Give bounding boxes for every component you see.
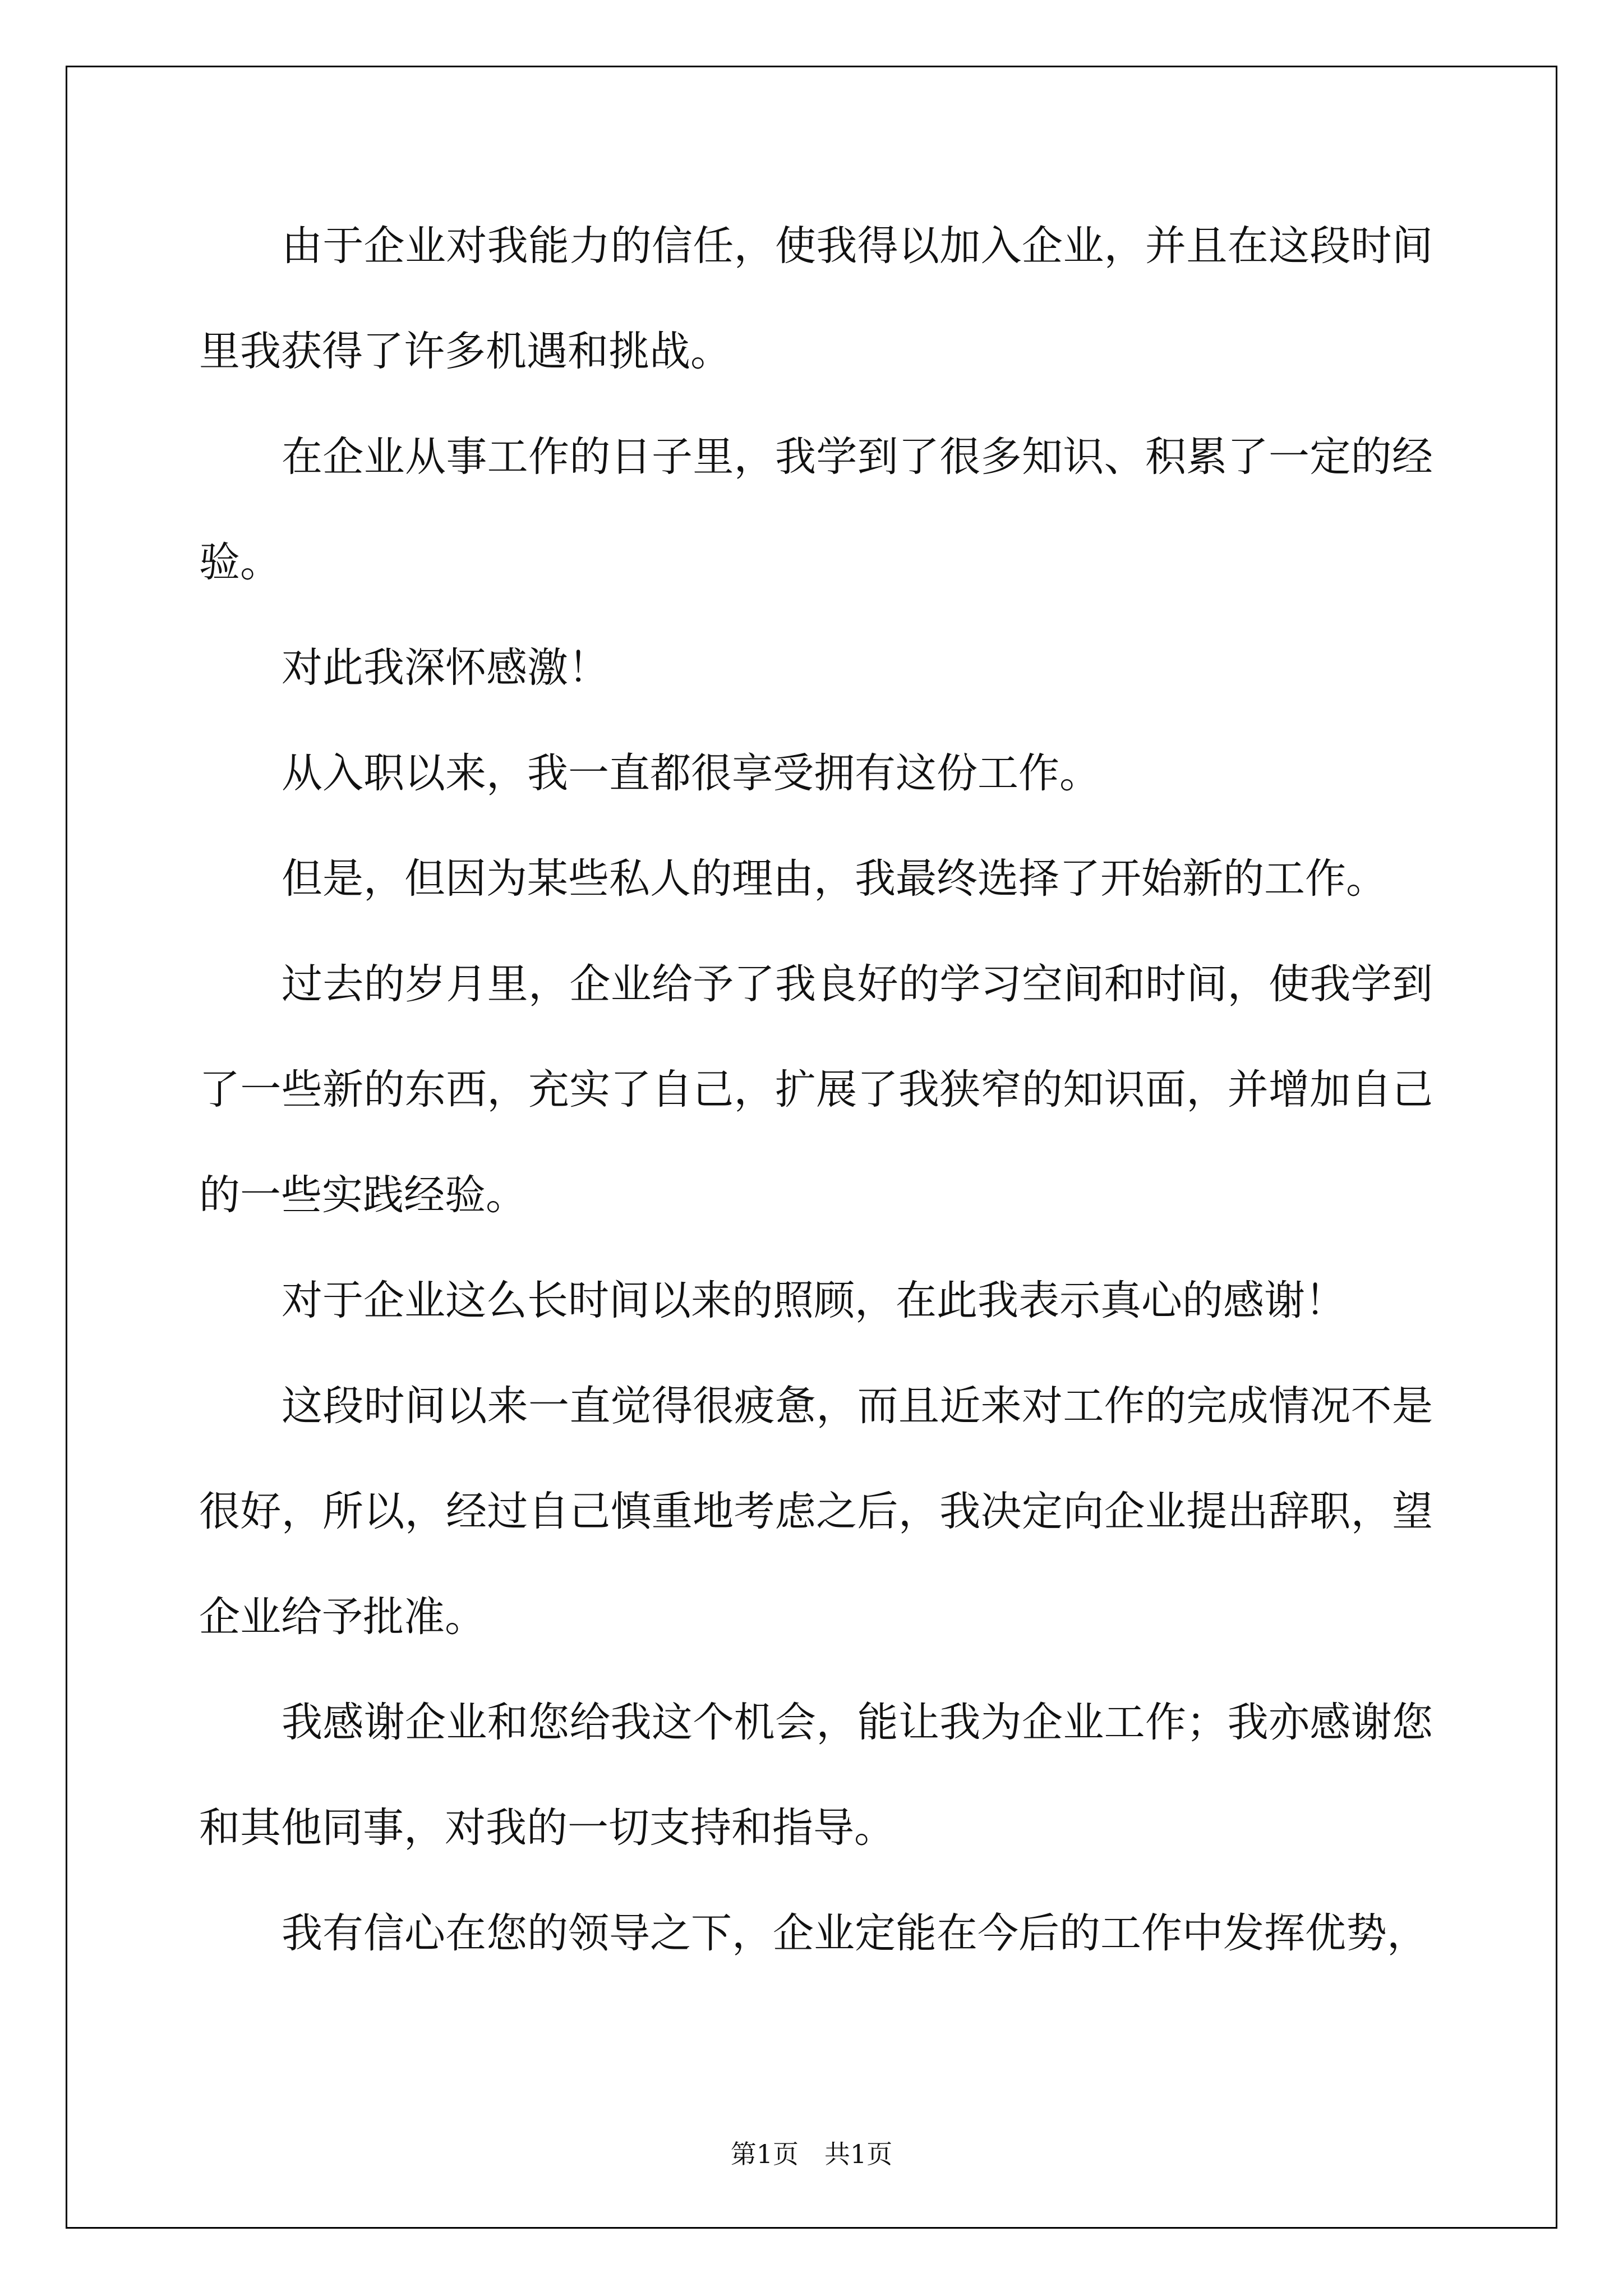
paragraph: 对此我深怀感激！ xyxy=(282,644,609,692)
paragraph: 在企业从事工作的日子里，我学到了很多知识、积累了一定的经验。 xyxy=(199,433,1433,586)
paragraph: 从入职以来，我一直都很享受拥有这份工作。 xyxy=(282,749,1100,797)
paragraph: 但是，但因为某些私人的理由，我最终选择了开始新的工作。 xyxy=(282,855,1387,903)
page-number-footer: 第1页 共1页 xyxy=(730,2139,893,2169)
document-body xyxy=(199,194,1433,1986)
paragraph: 这段时间以来一直觉得很疲惫，而且近来对工作的完成情况不是很好，所以，经过自己慎重地考虑之后，我决定向企业提出辞职，望企业给予批准。 xyxy=(199,1382,1433,1641)
paragraph: 我感谢企业和您给我这个机会，能让我为企业工作；我亦感谢您和其他同事，对我的一切支持和指导。 xyxy=(199,1699,1433,1852)
paragraph: 由于企业对我能力的信任，使我得以加入企业，并且在这段时间里我获得了许多机遇和挑战。 xyxy=(199,222,1433,375)
paragraph: 对于企业这么长时间以来的照顾，在此我表示真心的感谢！ xyxy=(282,1277,1346,1324)
paragraph: 过去的岁月里，企业给予了我良好的学习空间和时间，使我学到了一些新的东西，充实了自己，扩展了我狭窄的知识面，并增加自己的一些实践经验。 xyxy=(199,960,1433,1219)
paragraph: 我有信心在您的领导之下，企业定能在今后的工作中发挥优势， xyxy=(282,1910,1428,1957)
